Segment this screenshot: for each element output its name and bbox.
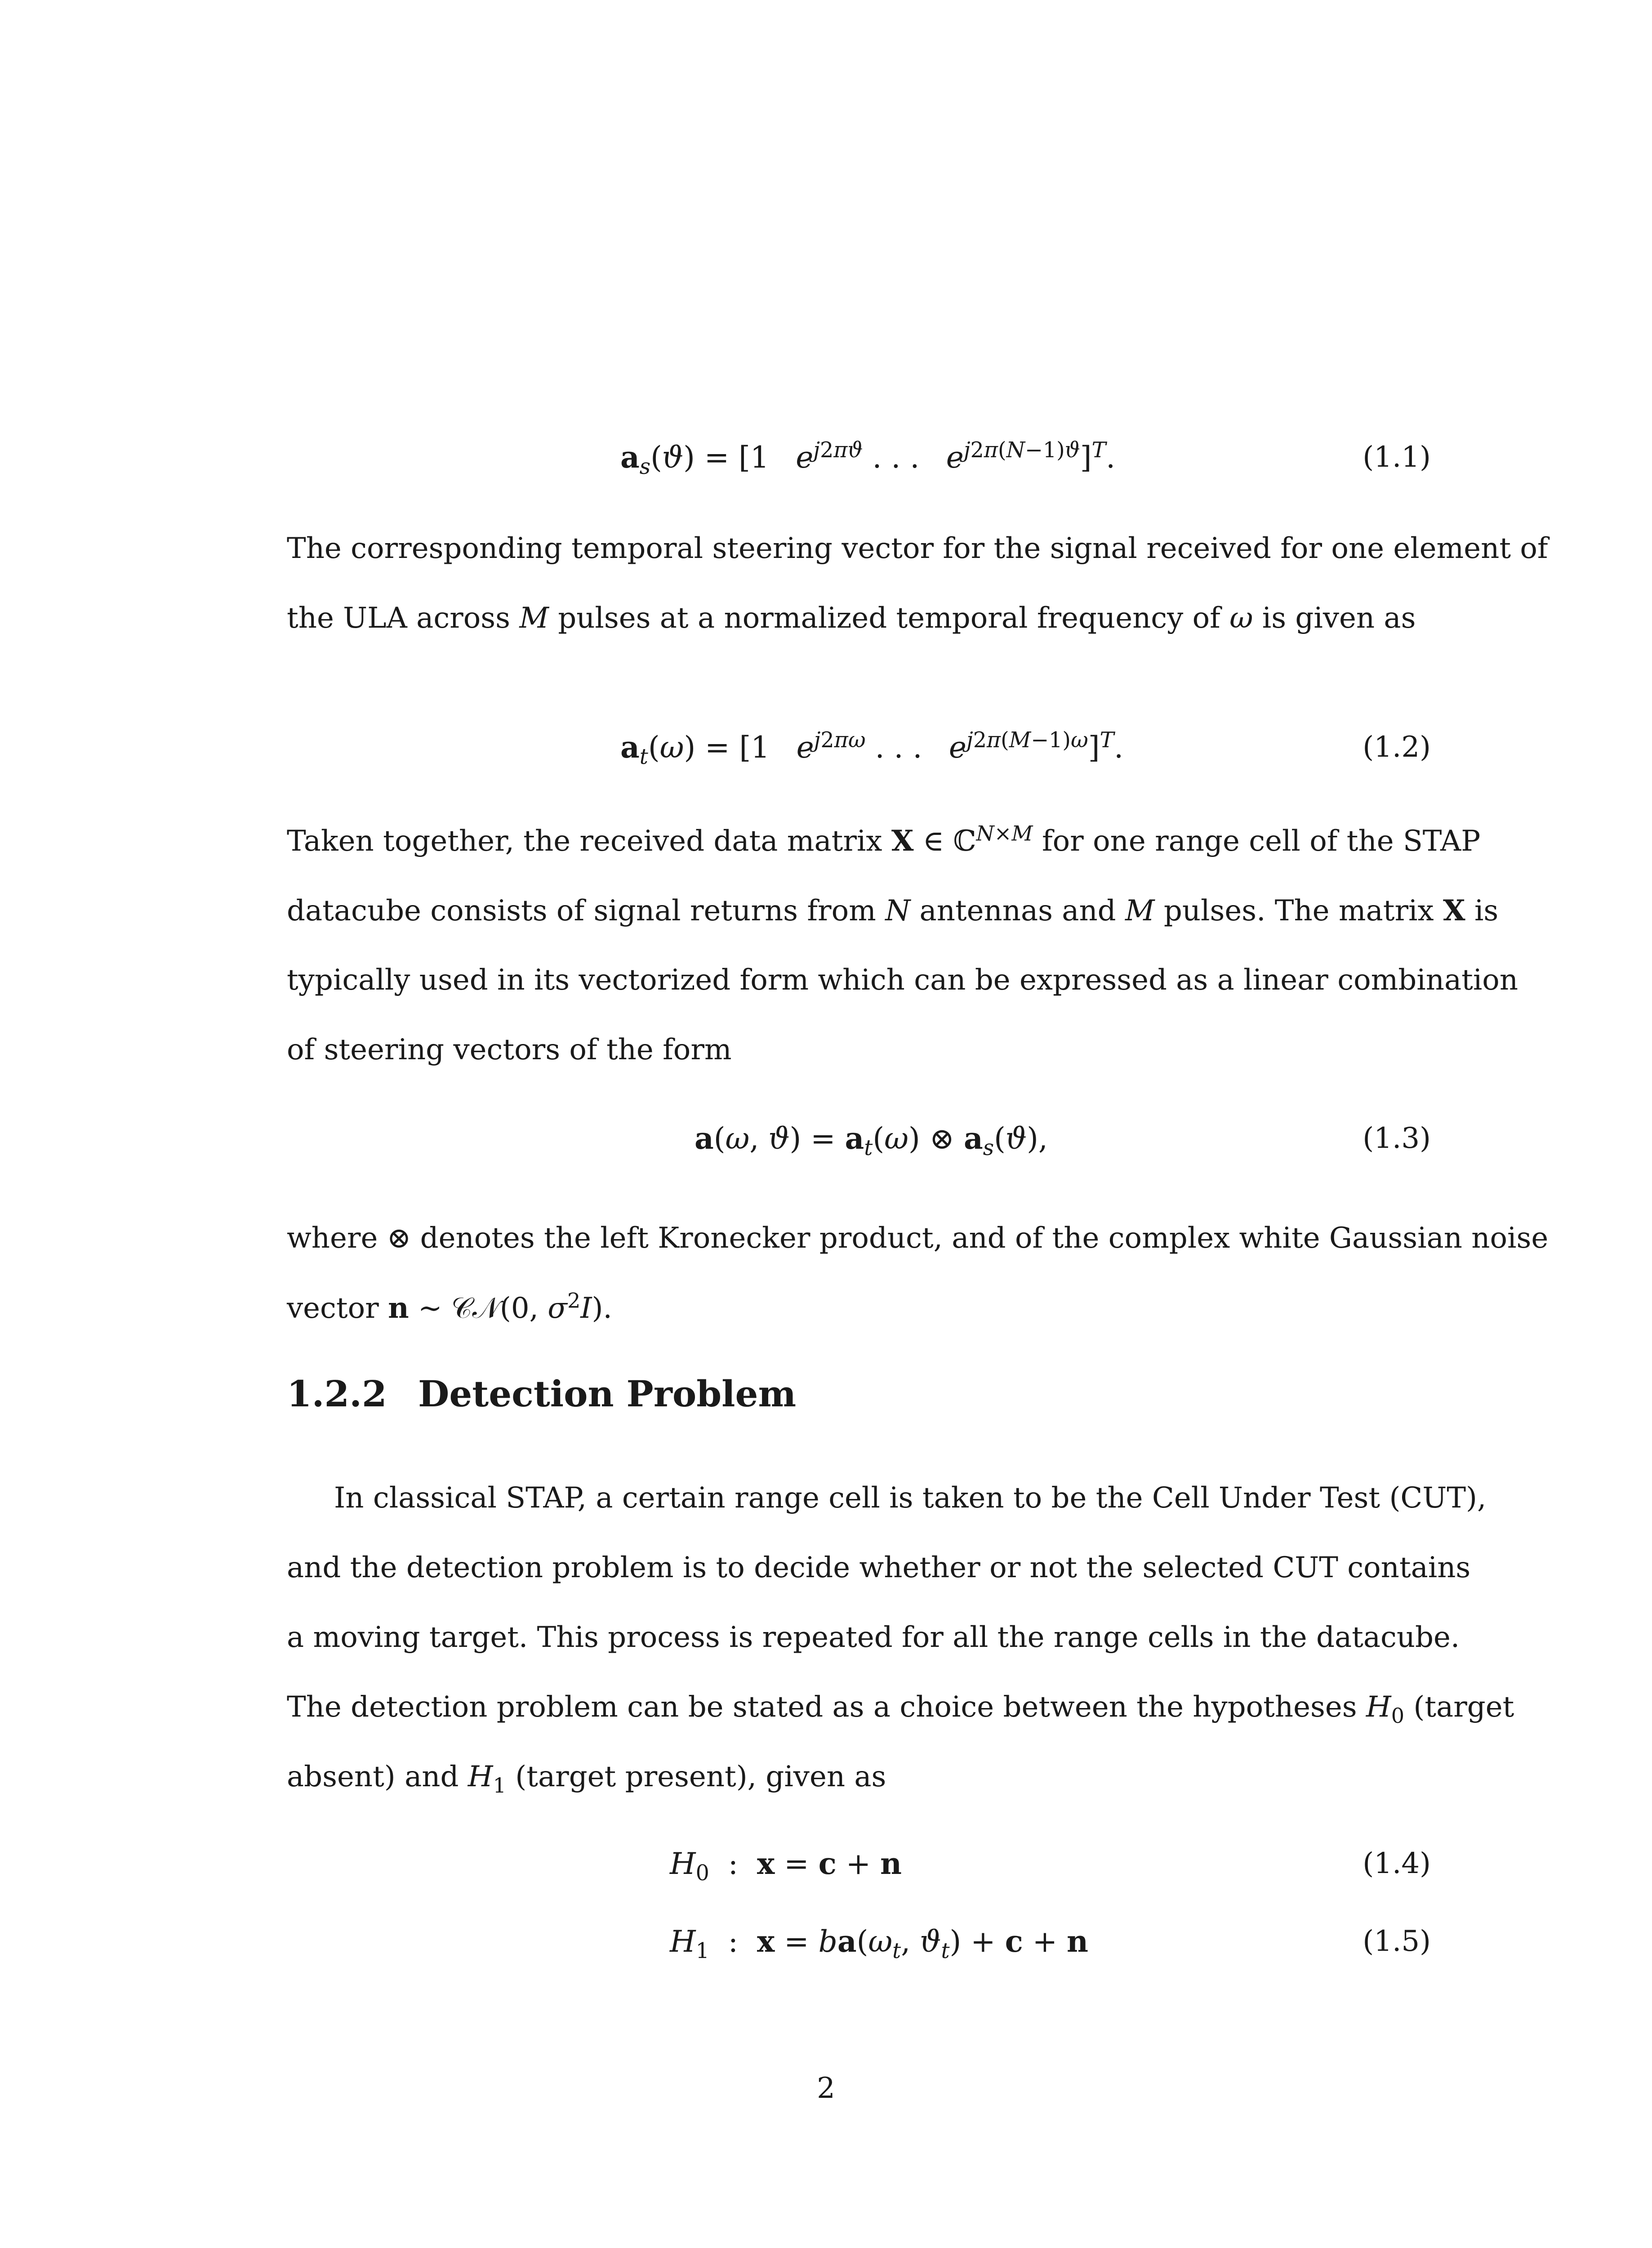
paragraph-line: of steering vectors of the form xyxy=(287,1033,732,1066)
equation-1-1: $a_s(ϑ) = [1$ $e^{j2\pi ϑ}$ . . . $e^{j2\pi(N-1)ϑ}]^T$. xyxy=(620,438,1116,480)
text-run: absent) and xyxy=(287,1760,459,1793)
text-run: antennas and xyxy=(919,894,1116,928)
equation-1-3: a(ω, $ϑ) = a_t(\omega)$ ⊗ $a_s(ϑ)$, xyxy=(695,1121,1048,1161)
text-run: (target xyxy=(1413,1690,1514,1724)
equation-number: (1.5) xyxy=(1363,1925,1431,1958)
paragraph-line: a moving target. This process is repeated for all the range cells in the datacube. xyxy=(287,1621,1460,1654)
text-run: Taken together, the received data matrix xyxy=(287,825,882,858)
paragraph-line: The corresponding temporal steering vector for the signal received for one element of xyxy=(287,532,1548,565)
equation-number: (1.4) xyxy=(1363,1847,1431,1880)
equation-1-2: $a_t(\omega) = [1$ $e^{j2\pi\omega}$ . . . $e^{j2\pi(M-1)\omega}]^T$. xyxy=(620,728,1124,770)
equation-number: (1.3) xyxy=(1363,1122,1431,1155)
text-run: where xyxy=(287,1222,378,1255)
equation-number: (1.1) xyxy=(1363,441,1431,474)
equation-1-4: $H_0$ : x = c + n xyxy=(670,1846,902,1886)
paragraph-line: Taken together, the received data matrix X ∈ ℂ$^{N\times M}$ for one range cell of the STAP xyxy=(287,821,1481,858)
section-heading xyxy=(287,1371,796,1416)
paragraph-line: The detection problem can be stated as a choice between the hypotheses $H_0$ (target xyxy=(287,1690,1514,1728)
section-title: Detection Problem xyxy=(418,1373,797,1415)
paragraph-line: datacube consists of signal returns from N antennas and M pulses. The matrix X is xyxy=(287,894,1499,928)
text-run: The detection problem can be stated as a choice between the hypotheses xyxy=(287,1690,1357,1724)
section-number: 1.2.2 xyxy=(287,1373,387,1415)
paragraph-line: In classical STAP, a certain range cell is taken to be the Cell Under Test (CUT), xyxy=(334,1481,1487,1515)
paragraph-line: absent) and $H_1$ (target present), given as xyxy=(287,1760,886,1798)
equation-1-5: $H_1$ : $x = ba(\omega_t$, $ϑ_t) + c + n$ xyxy=(670,1924,1089,1964)
text-run: vector xyxy=(287,1292,379,1325)
paragraph-line: typically used in its vectorized form which can be expressed as a linear combination xyxy=(287,963,1518,997)
paragraph-1 xyxy=(287,514,1548,653)
text-run: is xyxy=(1474,894,1499,928)
text-run: the ULA across xyxy=(287,602,510,635)
text-run: (target present), given as xyxy=(515,1760,886,1793)
page-number: 2 xyxy=(817,2072,835,2105)
paragraph-3 xyxy=(287,1204,1549,1343)
text-run: datacube consists of signal returns from xyxy=(287,894,876,928)
text-run: is given as xyxy=(1262,602,1416,635)
paragraph-line: where ⊗ denotes the left Kronecker product, and of the complex white Gaussian noise xyxy=(287,1222,1549,1255)
paragraph-2 xyxy=(287,806,1518,1085)
paragraph-line: and the detection problem is to decide whether or not the selected CUT contains xyxy=(287,1551,1471,1584)
equation-number: (1.2) xyxy=(1363,731,1431,764)
text-run: pulses at a normalized temporal frequency of xyxy=(558,602,1220,635)
text-run: pulses. The matrix xyxy=(1163,894,1434,928)
paragraph-line: vector n ∼ 𝒞𝒩(0, $\sigma^2I$). xyxy=(287,1288,612,1325)
paragraph-4 xyxy=(287,1463,1514,1812)
text-run: denotes the left Kronecker product, and of the complex white Gaussian noise xyxy=(420,1222,1549,1255)
paragraph-line: the ULA across M pulses at a normalized temporal frequency of ω is given as xyxy=(287,602,1416,635)
text-run: for one range cell of the STAP xyxy=(1042,825,1481,858)
